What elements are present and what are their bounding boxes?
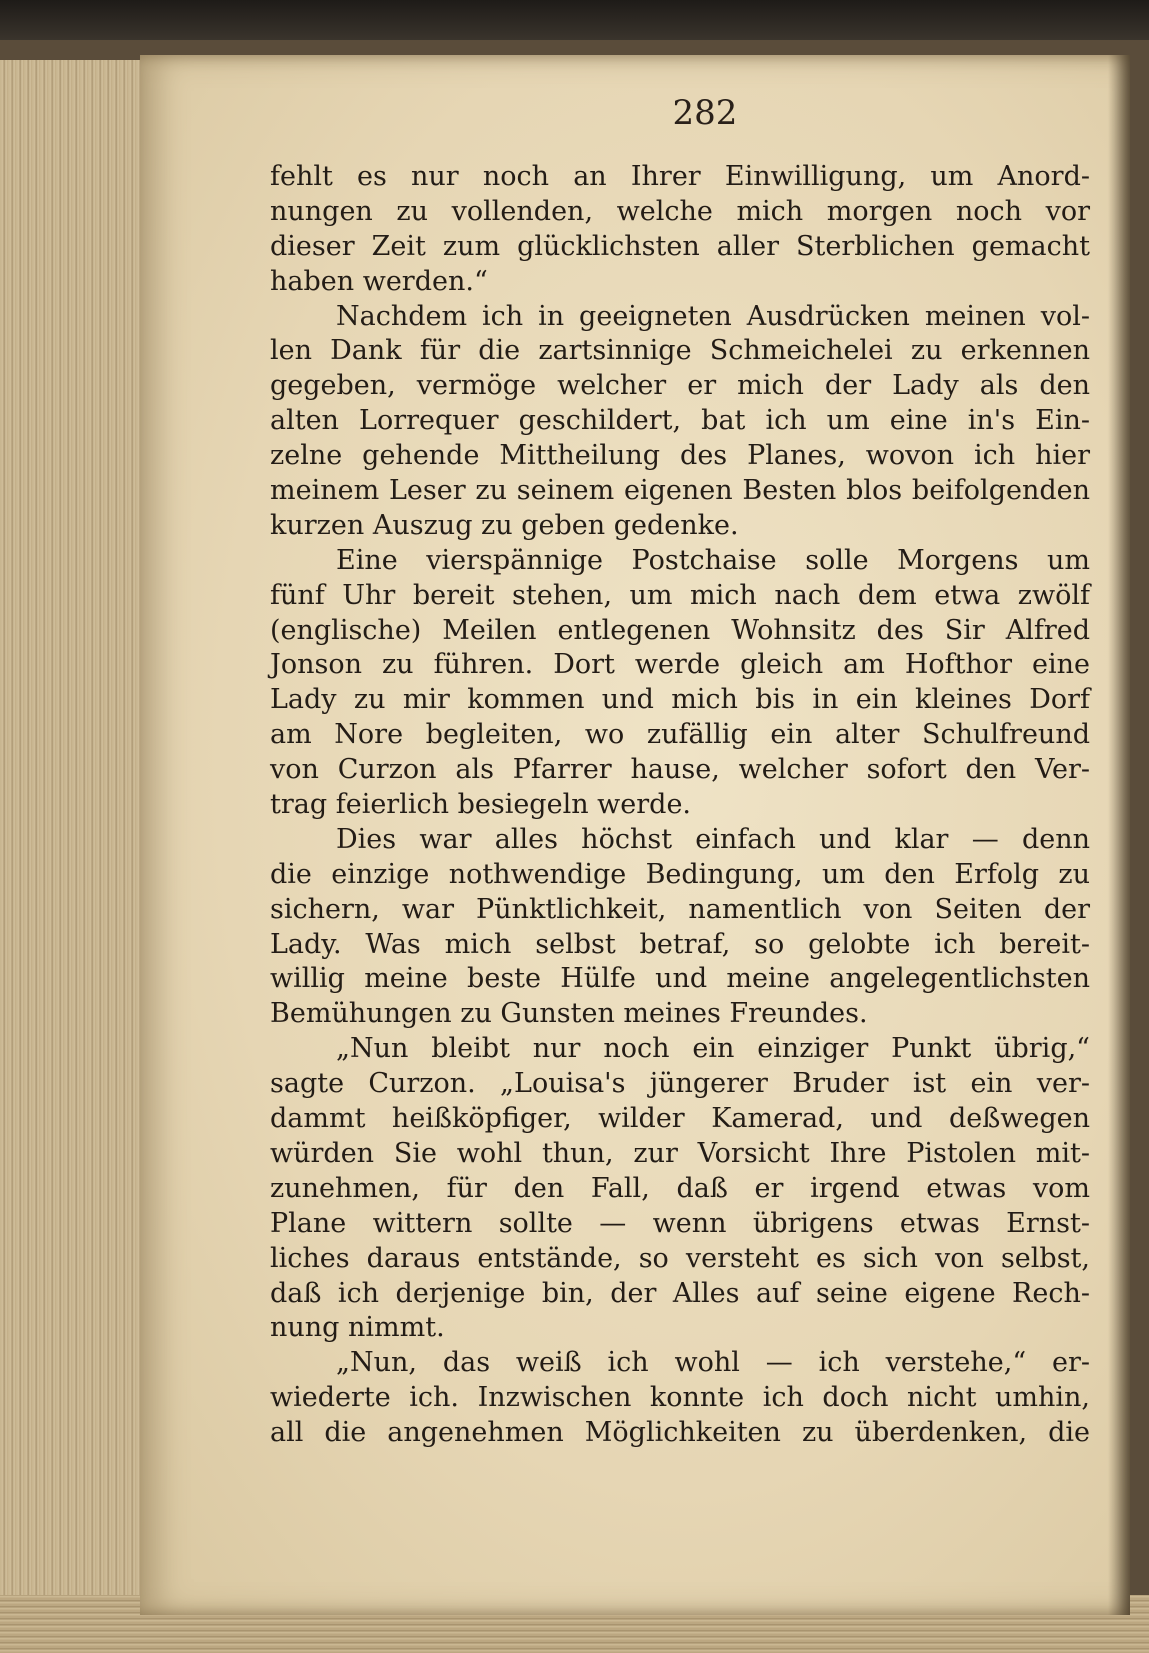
text-line: würden Sie wohl thun, zur Vorsicht Ihre Pistolen mit- [270, 1137, 1090, 1169]
page-gutter-shadow [1108, 55, 1130, 1615]
page-edges-left [0, 60, 142, 1640]
text-line: meinem Leser zu seinem eigenen Besten blos beifolgenden [270, 475, 1090, 507]
text-line: daß ich derjenige bin, der Alles auf seine eigene Rech- [270, 1277, 1090, 1309]
text-line: zelne gehende Mittheilung des Planes, wovon ich hier [270, 440, 1090, 472]
text-line: fünf Uhr bereit stehen, um mich nach dem etwa zwölf [270, 579, 1090, 611]
text-line: Dies war alles höchst einfach und klar — denn [336, 823, 1090, 855]
text-line: von Curzon als Pfarrer hause, welcher sofort den Ver- [270, 754, 1090, 786]
text-line: Bemühungen zu Gunsten meines Freundes. [270, 998, 868, 1030]
text-line: Lady. Was mich selbst betraf, so gelobte ich bereit- [270, 928, 1090, 960]
text-line: len Dank für die zartsinnige Schmeichelei zu erkennen [270, 335, 1090, 367]
text-line: dammt heißköpfiger, wilder Kamerad, und deßwegen [270, 1103, 1090, 1135]
text-line: kurzen Auszug zu geben gedenke. [270, 509, 739, 541]
text-line: Lady zu mir kommen und mich bis in ein kleines Dorf [270, 684, 1090, 716]
text-line: Nachdem ich in geeigneten Ausdrücken meinen vol- [336, 300, 1090, 332]
text-line: alten Lorrequer geschildert, bat ich um eine in's Ein- [270, 405, 1090, 437]
text-line: liches daraus entstände, so versteht es sich von selbst, [270, 1242, 1090, 1274]
text-line: am Nore begleiten, wo zufällig ein alter Schulfreund [270, 719, 1090, 751]
text-line: gegeben, vermöge welcher er mich der Lady als den [270, 370, 1090, 402]
text-line: Eine vierspännige Postchaise solle Morgens um [336, 544, 1090, 576]
text-line: zunehmen, für den Fall, daß er irgend etwas vom [270, 1172, 1090, 1204]
text-line: all die angenehmen Möglichkeiten zu überdenken, die [270, 1417, 1090, 1449]
text-line: sichern, war Pünktlichkeit, namentlich von Seiten der [270, 893, 1090, 925]
text-line: sagte Curzon. „Louisa's jüngerer Bruder ist ein ver- [270, 1068, 1090, 1100]
book-page [140, 55, 1130, 1615]
text-line: nungen zu vollenden, welche mich morgen noch vor [270, 195, 1090, 227]
text-line: nung nimmt. [270, 1312, 445, 1344]
text-line: wiederte ich. Inzwischen konnte ich doch nicht umhin, [270, 1382, 1090, 1414]
text-line: „Nun, das weiß ich wohl — ich verstehe,“ er- [336, 1347, 1090, 1379]
text-line: willig meine beste Hülfe und meine angelegentlichsten [270, 963, 1090, 995]
text-line: die einzige nothwendige Bedingung, um den Erfolg zu [270, 858, 1090, 890]
text-line: dieser Zeit zum glücklichsten aller Sterblichen gemacht [270, 230, 1090, 262]
page-number: 282 [672, 93, 738, 133]
text-line: „Nun bleibt nur noch ein einziger Punkt übrig,“ [336, 1033, 1090, 1065]
text-line: Plane wittern sollte — wenn übrigens etwas Ernst- [270, 1207, 1090, 1239]
text-line: haben werden.“ [270, 265, 488, 297]
text-line: (englische) Meilen entlegenen Wohnsitz des Sir Alfred [270, 614, 1090, 646]
text-line: fehlt es nur noch an Ihrer Einwilligung, um Anord- [270, 161, 1090, 192]
text-line: trag feierlich besiegeln werde. [270, 789, 692, 821]
text-line: Jonson zu führen. Dort werde gleich am Hofthor eine [270, 649, 1090, 681]
body-text [270, 160, 1090, 1451]
